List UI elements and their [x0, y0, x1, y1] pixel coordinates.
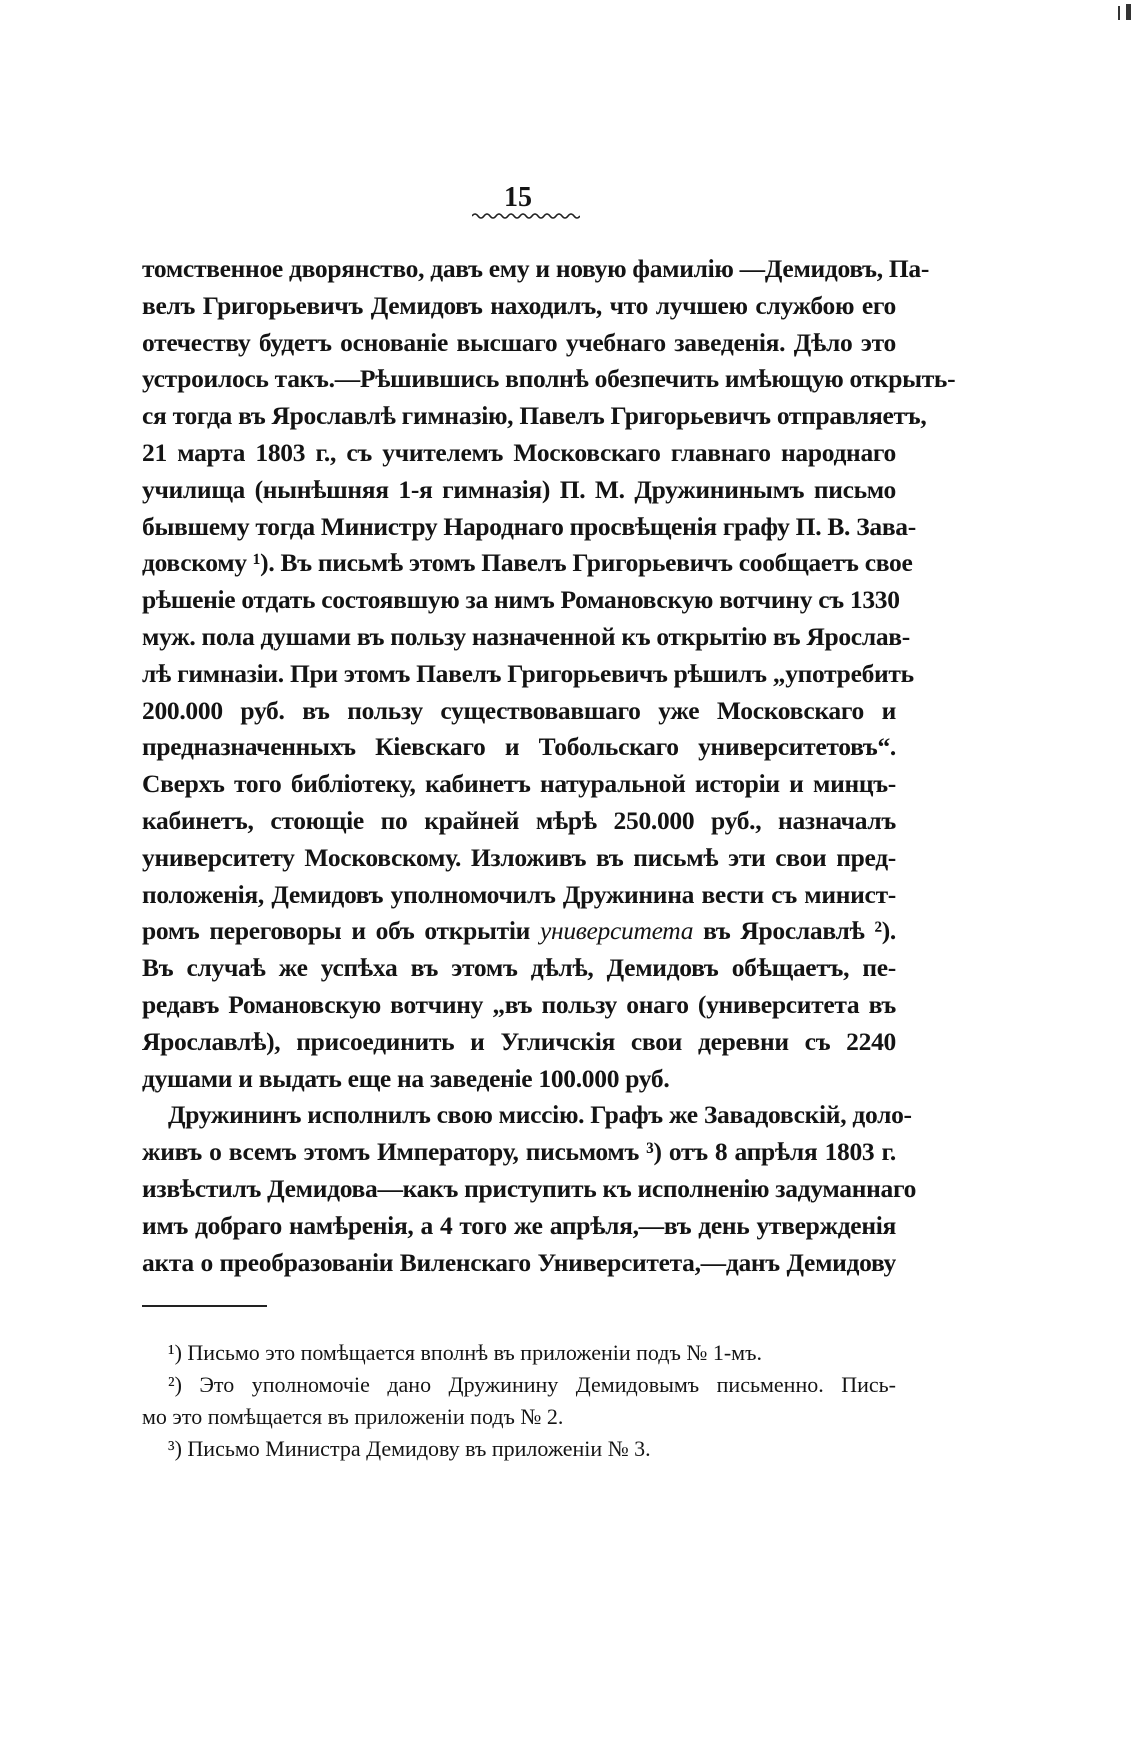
footnote-line: ³) Письмо Министра Демидову въ приложеніи № 3. [168, 1436, 651, 1461]
text-line: лѣ гимназіи. При этомъ Павелъ Григорьевичъ рѣшилъ „употребить [142, 658, 914, 688]
text-line: муж. пола душами въ пользу назначенной къ открытію въ Ярослав- [142, 621, 910, 651]
paragraph-1-end [142, 950, 896, 1097]
footnotes [142, 1337, 896, 1465]
footnote-separator [142, 1305, 267, 1307]
text-line: 200.000 руб. въ пользу существовавшаго уже Московскаго и [142, 695, 896, 725]
text-line: ся тогда въ Ярославлѣ гимназію, Павелъ Григорьевичъ отправляетъ, [142, 401, 927, 431]
text-line: рѣшеніе отдать состоявшую за нимъ Романовскую вотчину съ 1330 [142, 585, 900, 615]
ornamental-wave-rule [472, 212, 580, 220]
text-line: Сверхъ того библіотеку, кабинетъ натуральной исторіи и минцъ- [142, 769, 896, 799]
scan-artifact [1126, 4, 1131, 20]
italic-word: университета [539, 916, 694, 946]
text-line: устроилось такъ.—Рѣшившись вполнѣ обезпечить имѣющую открыть- [142, 364, 956, 394]
text-line: душами и выдать еще на заведеніе 100.000 руб. [142, 1063, 670, 1093]
text-line: велъ Григорьевичъ Демидовъ находилъ, что лучшею службою его [142, 290, 896, 320]
text-line [142, 913, 896, 950]
text-line: Въ случаѣ же успѣха въ этомъ дѣлѣ, Демидовъ обѣщаетъ, пе- [142, 953, 896, 983]
text-line: редавъ Романовскую вотчину „въ пользу онаго (университета въ [142, 989, 896, 1019]
text-line: Ярославлѣ), присоединить и Угличскія свои деревни съ 2240 [142, 1026, 896, 1056]
paragraph-2 [142, 1097, 917, 1281]
paragraph-1 [142, 251, 956, 913]
footnote-line: мо это помѣщается въ приложеніи подъ № 2. [142, 1404, 564, 1429]
text-segment: въ Ярославлѣ ²). [693, 916, 896, 946]
text-line: положенія, Демидовъ уполномочилъ Дружинина вести съ минист- [142, 879, 896, 909]
footnote-line: ²) Это уполномочіе дано Дружинину Демидовымъ письменно. Пись- [168, 1372, 896, 1397]
page-number: 15 [504, 182, 532, 213]
text-line: отечеству будетъ основаніе высшаго учебнаго заведенія. Дѣло это [142, 327, 896, 357]
text-segment: ромъ переговоры и объ открытіи [142, 916, 540, 946]
text-line: 21 марта 1803 г., съ учителемъ Московскаго главнаго народнаго [142, 437, 896, 467]
text-line: живъ о всемъ этомъ Императору, письмомъ ³) отъ 8 апрѣля 1803 г. [142, 1137, 896, 1167]
text-line: училища (нынѣшняя 1-я гимназія) П. М. Дружининымъ письмо [142, 474, 896, 504]
text-line: акта о преобразованіи Виленскаго Университета,—данъ Демидову [142, 1247, 896, 1277]
text-line: довскому ¹). Въ письмѣ этомъ Павелъ Григорьевичъ сообщаетъ свое [142, 548, 913, 578]
text-line: томственное дворянство, давъ ему и новую фамилію —Демидовъ, Па- [142, 254, 930, 283]
text-line: имъ добраго намѣренія, а 4 того же апрѣля,—въ день утвержденія [142, 1210, 896, 1240]
scan-artifact [1118, 6, 1120, 20]
text-line: Дружининъ исполнилъ свою миссію. Графъ же Завадовскій, доло- [168, 1100, 912, 1130]
text-line: бывшему тогда Министру Народнаго просвѣщенія графу П. В. Зава- [142, 511, 916, 541]
text-line: кабинетъ, стоющіе по крайней мѣрѣ 250.000 руб., назначалъ [142, 805, 896, 835]
text-line: предназначенныхъ Кіевскаго и Тобольскаго университетовъ“. [142, 732, 896, 762]
text-line: извѣстилъ Демидова—какъ приступить къ исполненію задуманнаго [142, 1173, 917, 1203]
text-line: университету Московскому. Изложивъ въ письмѣ эти свои пред- [142, 842, 896, 872]
footnote-line: ¹) Письмо это помѣщается вполнѣ въ приложеніи подъ № 1-мъ. [168, 1340, 762, 1365]
body-text [142, 251, 956, 1281]
